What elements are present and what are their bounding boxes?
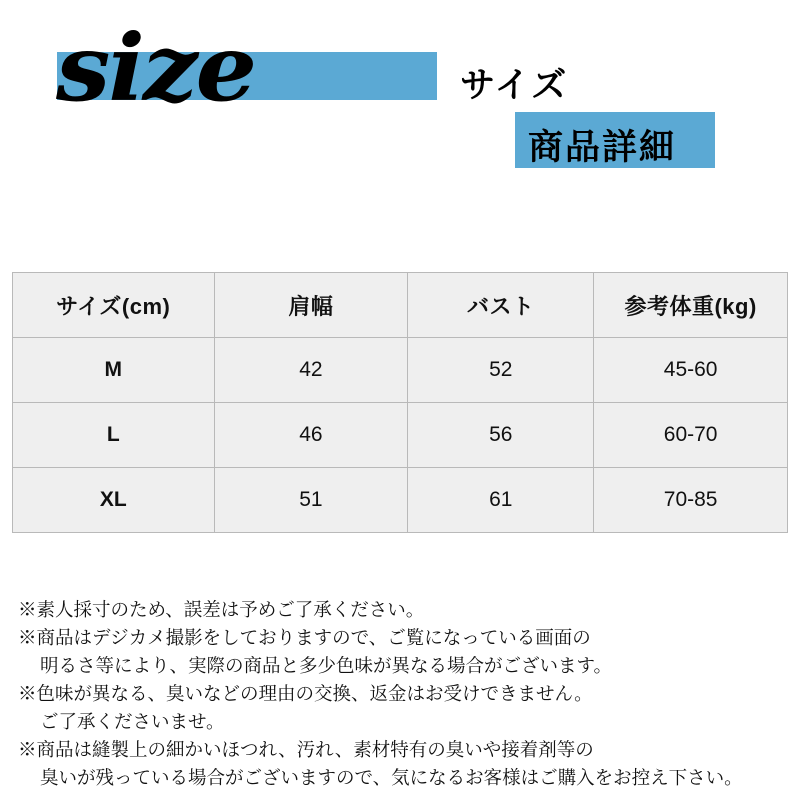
- product-detail-label: 商品詳細: [528, 128, 677, 167]
- table-header-cell: 肩幅: [214, 273, 408, 338]
- size-table-wrapper: [12, 272, 788, 533]
- table-cell-size: L: [13, 403, 215, 468]
- table-cell-shoulder: 42: [214, 338, 408, 403]
- size-wordmark: size: [56, 14, 256, 122]
- note-line: 臭いが残っている場合がございますので、気になるお客様はご購入をお控え下さい。: [40, 767, 743, 788]
- notes-section: [18, 596, 788, 792]
- table-row: [13, 468, 788, 533]
- table-cell-shoulder: 46: [214, 403, 408, 468]
- table-cell-size: XL: [13, 468, 215, 533]
- table-header-row: [13, 273, 788, 338]
- table-header-cell: サイズ(cm): [13, 273, 215, 338]
- table-cell-bust: 61: [408, 468, 594, 533]
- table-cell-shoulder: 51: [214, 468, 408, 533]
- note-line: ご了承くださいませ。: [40, 711, 225, 732]
- table-header-cell: バスト: [408, 273, 594, 338]
- note-line: 明るさ等により、実際の商品と多少色味が異なる場合がございます。: [40, 655, 613, 676]
- table-cell-bust: 52: [408, 338, 594, 403]
- note-line: ※商品はデジカメ撮影をしておりますので、ご覧になっている画面の: [18, 627, 591, 648]
- size-label-japanese: サイズ: [460, 66, 569, 105]
- note-line: ※商品は縫製上の細かいほつれ、汚れ、素材特有の臭いや接着剤等の: [18, 739, 594, 760]
- table-header-cell: 参考体重(kg): [594, 273, 788, 338]
- table-row: [13, 403, 788, 468]
- table-cell-size: M: [13, 338, 215, 403]
- page-header: [0, 0, 800, 200]
- note-line: ※素人採寸のため、誤差は予めご了承ください。: [18, 599, 425, 620]
- note-line: ※色味が異なる、臭いなどの理由の交換、返金はお受けできません。: [18, 683, 593, 704]
- size-table: [12, 272, 788, 533]
- table-cell-bust: 56: [408, 403, 594, 468]
- table-cell-weight: 70-85: [594, 468, 788, 533]
- table-cell-weight: 45-60: [594, 338, 788, 403]
- table-cell-weight: 60-70: [594, 403, 788, 468]
- table-row: [13, 338, 788, 403]
